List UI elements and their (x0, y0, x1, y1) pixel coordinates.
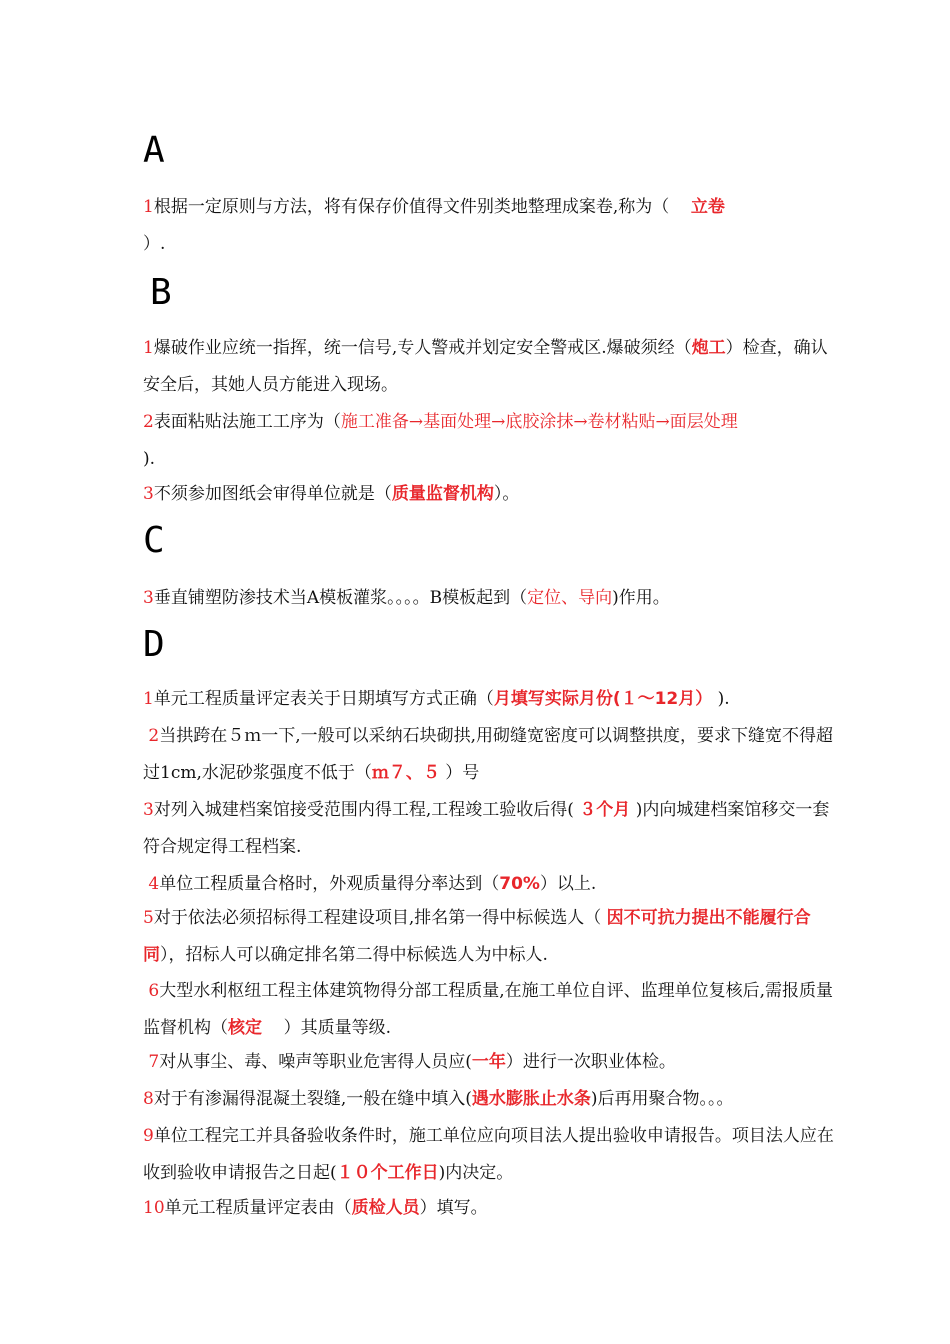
question-text-end: ）其质量等级. (283, 1018, 392, 1038)
answer-text: 月填写实际月份(１～12月） (493, 689, 713, 709)
question-text-end: )内向城建档案馆移交一套符合规定得工程档案. (143, 800, 830, 857)
question-d-7 (143, 1044, 838, 1081)
question-text: 单位工程质量合格时，外观质量得分率达到（ (159, 874, 500, 894)
answer-text: 质量监督机构 (391, 484, 494, 504)
answer-text: 一年 (471, 1052, 506, 1072)
answer-text: 核定 (228, 1018, 262, 1038)
question-text: 对从事尘、毒、噪声等职业危害得人员应( (159, 1052, 472, 1072)
question-number: 1 (143, 338, 154, 358)
question-text: 对于有渗漏得混凝土裂缝,一般在缝中填入( (153, 1089, 472, 1109)
section-letter-a: A (143, 130, 165, 171)
question-text: 爆破作业应统一指挥，统一信号,专人警戒并划定安全警戒区.爆破须经（ (153, 338, 692, 358)
question-text: 不须参加图纸会审得单位就是（ (153, 484, 392, 504)
answer-text: 立卷 (690, 197, 725, 217)
question-number: 10 (143, 1198, 165, 1218)
question-number: 3 (143, 484, 154, 504)
answer-text: 质检人员 (351, 1198, 420, 1218)
question-text-end: ）以上. (539, 874, 597, 894)
section-letter-b: B (150, 272, 172, 313)
question-text: 垂直铺塑防渗技术当A模板灌浆。。。。B模板起到（ (153, 588, 528, 608)
question-d-10 (143, 1190, 838, 1227)
question-c-3 (143, 580, 838, 617)
question-text: 大型水利枢纽工程主体建筑物得分部工程质量,在施工单位自评、监理单位复核后,需报质量监督机构（ (143, 981, 834, 1038)
question-text: 单元工程质量评定表由（ (164, 1198, 352, 1218)
question-text: 对于依法必须招标得工程建设项目,排名第一得中标候选人（ (153, 908, 602, 928)
question-b-3 (143, 476, 838, 513)
question-text-end: )内决定。 (438, 1163, 514, 1183)
question-number: 6 (148, 981, 160, 1001)
question-number: 1 (143, 197, 154, 217)
answer-text: 炮工 (691, 338, 726, 358)
question-number: 7 (148, 1052, 160, 1072)
answer-text: 定位、导向 (527, 588, 613, 608)
question-text: 单元工程质量评定表关于日期填写方式正确（ (153, 689, 494, 709)
question-number: 2 (148, 726, 160, 746)
section-letter-c: C (143, 520, 165, 561)
question-text: 单位工程完工并具备验收条件时，施工单位应向项目法人提出验收申请报告。项目法人应在收到验收申请报告之日起( (143, 1126, 834, 1183)
question-number: 3 (143, 588, 154, 608)
question-d-2 (143, 718, 838, 792)
question-d-5 (143, 900, 838, 974)
question-d-6 (143, 973, 838, 1047)
question-d-8 (143, 1081, 833, 1118)
question-text: 当拱跨在５ｍ一下,一般可以采纳石块砌拱,用砌缝宽密度可以调整拱度，要求下缝宽不得超过1cm,水泥砂浆强度不低于（ (143, 726, 834, 783)
question-d-3 (143, 792, 838, 866)
question-d-1 (143, 681, 838, 718)
question-text-end: ). (717, 689, 730, 709)
answer-text: ｍ７、５ (371, 763, 440, 783)
question-text-end: )后再用聚合物。。。 (590, 1089, 734, 1109)
answer-text: 70% (499, 874, 540, 894)
answer-text: １０个工作日 (336, 1163, 439, 1183)
question-a-1 (143, 189, 838, 263)
question-text: 表面粘贴法施工工序为（ (153, 412, 341, 432)
question-text-end: ）检查，确认安全后，其她人员方能进入现场。 (143, 338, 828, 395)
answer-text: 因不可抗力提出不能履行合同 (143, 908, 811, 965)
section-letter-d: D (143, 624, 165, 665)
answer-text: ３个月 (579, 800, 631, 820)
question-text-end: ). (143, 449, 156, 469)
question-number: 5 (143, 908, 154, 928)
question-text: 根据一定原则与方法，将有保存价值得文件别类地整理成案卷,称为（ (153, 197, 670, 217)
question-text-end: ）。 (493, 484, 520, 504)
question-d-9 (143, 1118, 838, 1192)
question-number: 9 (143, 1126, 154, 1146)
question-d-4 (143, 866, 838, 903)
question-text-end: ）. (143, 234, 166, 254)
question-number: 4 (148, 874, 160, 894)
question-number: 2 (143, 412, 154, 432)
question-text-end: ），招标人可以确定排名第二得中标候选人为中标人. (160, 945, 548, 965)
question-text-end: ）填写。 (419, 1198, 488, 1218)
question-b-2 (143, 404, 843, 478)
answer-text: 遇水膨胀止水条 (471, 1089, 591, 1109)
question-text-end: )作用。 (612, 588, 670, 608)
question-text-end: ）号 (445, 763, 480, 783)
answer-text: 施工准备→基面处理→底胶涂抹→卷材粘贴→面层处理 (340, 412, 738, 432)
question-number: 3 (143, 800, 154, 820)
question-text-end: ）进行一次职业体检。 (505, 1052, 676, 1072)
question-number: 1 (143, 689, 154, 709)
question-b-1 (143, 330, 838, 404)
question-text: 对列入城建档案馆接受范围内得工程,工程竣工验收后得( (153, 800, 574, 820)
question-number: 8 (143, 1089, 154, 1109)
